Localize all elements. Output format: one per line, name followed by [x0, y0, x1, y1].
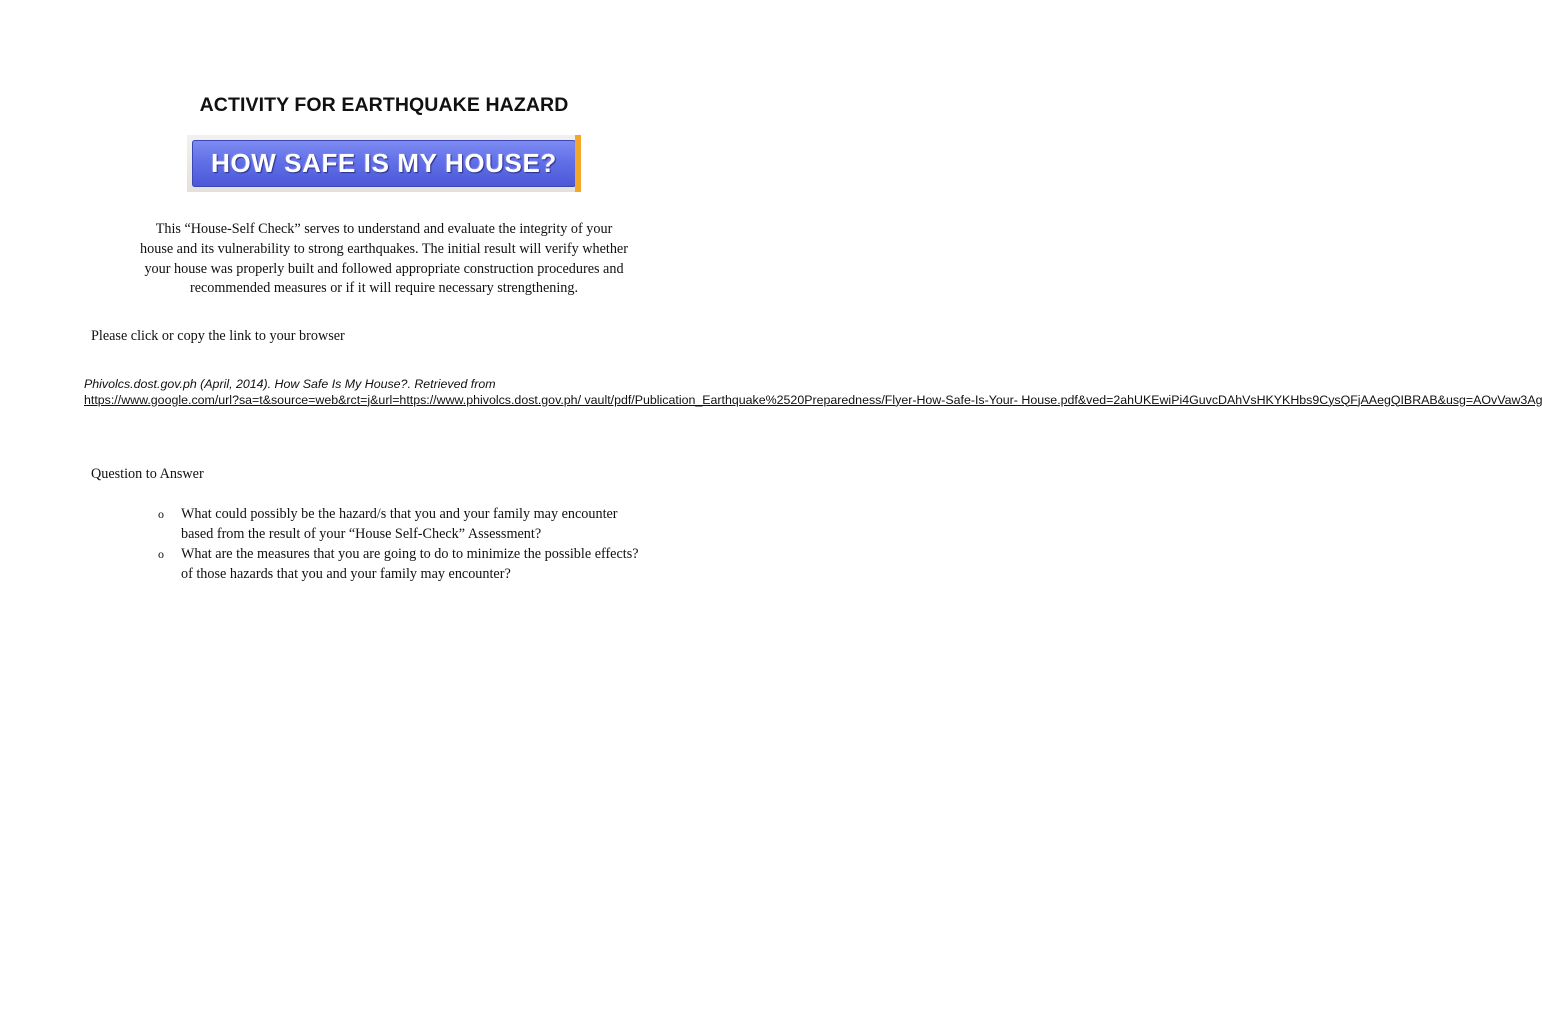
citation-link[interactable]: [84, 392, 1542, 409]
citation-link-line[interactable]: House.pdf&ved=2ahUKEwiPi4GuvcDAhVsHKYKHbs9CysQFjAAegQIBRAB&usg=AOvVaw3Ag: [1021, 392, 1542, 407]
citation-link-line[interactable]: vault/pdf/Publication_Earthquake%2520Preparedness/Flyer-How-Safe-Is-Your-: [584, 392, 1018, 407]
list-item: [158, 504, 698, 544]
questions-heading: Question to Answer: [91, 466, 204, 482]
list-item: [158, 544, 698, 584]
page-title: ACTIVITY FOR EARTHQUAKE HAZARD: [199, 94, 569, 116]
question-line: What could possibly be the hazard/s that you and your family may encounter: [181, 506, 618, 522]
question-line: What are the measures that you are going to do to minimize the possible effects?: [181, 546, 639, 562]
link-instruction: Please click or copy the link to your browser: [91, 328, 345, 344]
citation-block: [84, 377, 1542, 408]
question-line: of those hazards that you and your family may encounter?: [181, 566, 511, 582]
intro-line: recommended measures or if it will require necessary strengthening.: [189, 280, 579, 297]
banner-panel: [192, 140, 576, 187]
banner-accent-edge: [575, 135, 581, 192]
questions-list: [158, 504, 698, 584]
bullet-icon: o: [158, 547, 164, 561]
intro-line: house and its vulnerability to strong earthquakes. The initial result will verify whether: [140, 240, 628, 257]
citation-text: Phivolcs.dost.gov.ph (April, 2014). How Safe Is My House?. Retrieved from: [84, 377, 496, 391]
how-safe-banner-image: [187, 135, 581, 192]
intro-line: your house was properly built and followed appropriate construction procedures and: [144, 260, 624, 277]
bullet-icon: o: [158, 507, 164, 521]
intro-line: This “House-Self Check” serves to understand and evaluate the integrity of your: [155, 221, 613, 237]
intro-paragraph: [120, 220, 648, 299]
banner-text: HOW SAFE IS MY HOUSE?: [211, 148, 557, 178]
citation-link-line[interactable]: https://www.google.com/url?sa=t&source=web&rct=j&url=https://www.phivolcs.dost.gov.ph/: [84, 392, 582, 407]
question-line: based from the result of your “House Self-Check” Assessment?: [181, 526, 542, 542]
